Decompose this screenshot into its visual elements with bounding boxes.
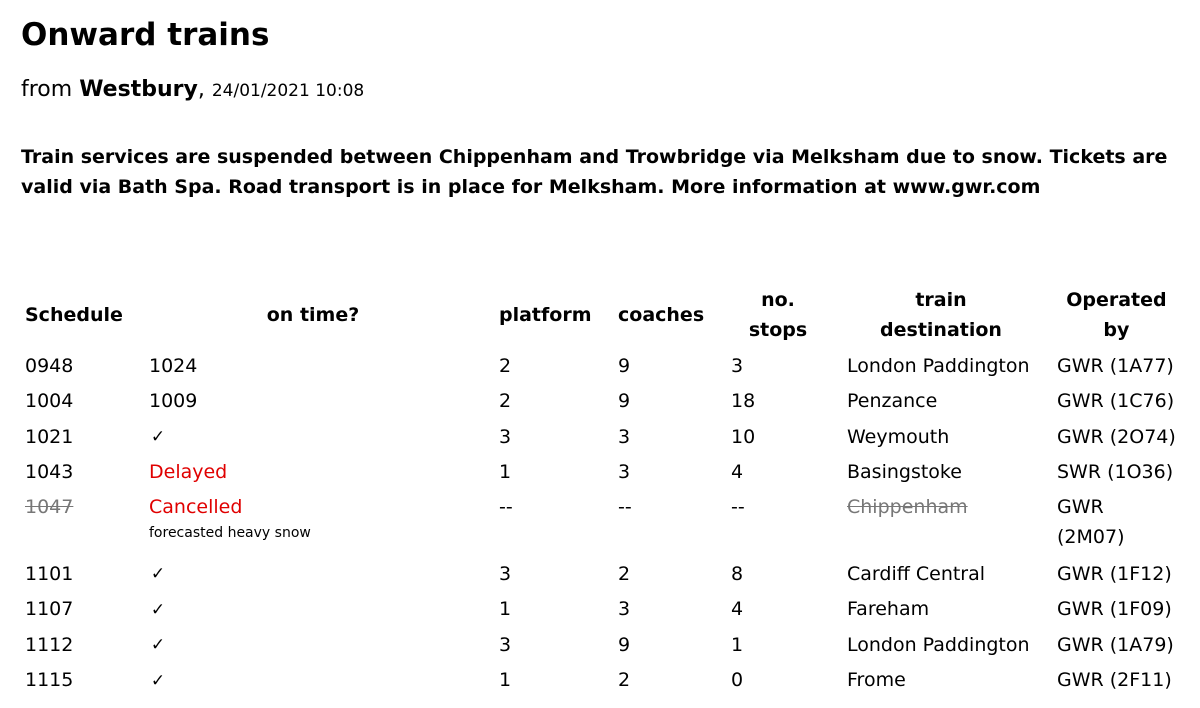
table-row xyxy=(14,627,1187,663)
on-time-cell xyxy=(138,627,488,663)
timestamp: 24/01/2021 10:08 xyxy=(211,81,365,101)
stops-cell: 0 xyxy=(731,669,744,692)
header-on-time: on time? xyxy=(266,304,360,326)
destination-cell: Penzance xyxy=(847,390,938,413)
platform-cell: 1 xyxy=(499,598,512,621)
coaches-cell: -- xyxy=(618,496,632,518)
header-coaches: coaches xyxy=(618,304,705,326)
coaches-cell: 9 xyxy=(618,354,631,377)
on-time-cell: 1024 xyxy=(149,354,198,377)
subtitle-comma: , xyxy=(197,77,205,102)
on-time-cell xyxy=(138,556,488,592)
table-row xyxy=(14,419,1187,455)
header-schedule: Schedule xyxy=(25,304,123,326)
coaches-cell: 3 xyxy=(618,461,631,484)
platform-cell: 2 xyxy=(499,390,512,413)
table-row xyxy=(14,384,1187,420)
coaches-cell: 2 xyxy=(618,669,631,692)
table-header-row xyxy=(14,282,1187,348)
schedule-cell: 1107 xyxy=(25,598,74,621)
destination-cell: Cardiff Central xyxy=(847,562,986,585)
on-time-cell xyxy=(138,592,488,628)
operator-cell: GWR (1A77) xyxy=(1057,354,1174,377)
on-time-cell xyxy=(138,663,488,699)
check-icon: ✓ xyxy=(150,599,166,620)
page-title: Onward trains xyxy=(21,17,270,53)
platform-cell: 2 xyxy=(499,354,512,377)
check-icon: ✓ xyxy=(150,427,166,448)
on-time-cell: 1009 xyxy=(149,390,198,413)
table-row xyxy=(14,592,1187,628)
stops-cell: 10 xyxy=(731,425,756,448)
header-platform: platform xyxy=(499,304,592,326)
table-row xyxy=(14,663,1187,699)
operator-cell: SWR (1O36) xyxy=(1057,461,1174,484)
coaches-cell: 9 xyxy=(618,633,631,656)
coaches-cell: 2 xyxy=(618,562,631,585)
on-time-cell xyxy=(138,419,488,455)
schedule-cell: 1101 xyxy=(25,562,74,585)
on-time-cell: Delayed xyxy=(149,461,228,484)
header-stops-line1: no. xyxy=(761,289,795,311)
destination-cell: London Paddington xyxy=(847,633,1030,656)
header-stops xyxy=(720,282,836,348)
from-label: from xyxy=(21,77,73,102)
schedule-cell: 1021 xyxy=(25,425,74,448)
platform-cell: 1 xyxy=(499,461,512,484)
platform-cell: 1 xyxy=(499,669,512,692)
schedule-cell: 1004 xyxy=(25,390,74,413)
platform-cell: -- xyxy=(499,496,513,518)
header-operator xyxy=(1046,282,1187,348)
schedule-cell: 1112 xyxy=(25,633,74,656)
coaches-cell: 3 xyxy=(618,598,631,621)
destination-cell: London Paddington xyxy=(847,354,1030,377)
header-operator-line2: by xyxy=(1103,319,1130,341)
stops-cell: -- xyxy=(731,496,745,518)
stops-cell: 18 xyxy=(731,390,756,413)
on-time-cell xyxy=(138,490,488,556)
destination-cell xyxy=(836,490,1046,556)
schedule-cell: 1115 xyxy=(25,669,74,692)
check-icon: ✓ xyxy=(150,635,166,656)
destination-cell: Basingstoke xyxy=(847,461,962,484)
departures-table xyxy=(14,282,1187,698)
coaches-cell: 3 xyxy=(618,425,631,448)
header-destination-line2: destination xyxy=(880,319,1002,341)
stops-cell: 4 xyxy=(731,598,744,621)
cancelled-status: Cancelled xyxy=(149,496,243,518)
stops-cell: 1 xyxy=(731,633,744,656)
platform-cell: 3 xyxy=(499,633,512,656)
header-destination xyxy=(836,282,1046,348)
header-destination-line1: train xyxy=(915,289,967,311)
destination-struck: Chippenham xyxy=(847,496,968,518)
header-operator-line1: Operated xyxy=(1066,289,1167,311)
destination-cell: Fareham xyxy=(847,598,930,621)
platform-cell: 3 xyxy=(499,562,512,585)
operator-cell: GWR (1A79) xyxy=(1057,633,1174,656)
stops-cell: 8 xyxy=(731,562,744,585)
operator-cell: GWR (2O74) xyxy=(1057,425,1176,448)
destination-cell: Weymouth xyxy=(847,425,950,448)
schedule-cell: 0948 xyxy=(25,354,74,377)
operator-cell: GWR (1C76) xyxy=(1057,390,1175,413)
station-subtitle xyxy=(21,74,364,107)
stops-cell: 4 xyxy=(731,461,744,484)
schedule-cell xyxy=(14,490,138,556)
coaches-cell: 9 xyxy=(618,390,631,413)
check-icon: ✓ xyxy=(150,564,166,585)
table-row-cancelled xyxy=(14,490,1187,556)
header-stops-line2: stops xyxy=(748,319,808,341)
schedule-struck: 1047 xyxy=(25,496,74,518)
service-notice: Train services are suspended between Chippenham and Trowbridge via Melksham due to snow. Tickets are valid via Bath Spa. Road transport is in place for Melksham. More information at www.gwr.com xyxy=(21,146,1168,198)
table-row xyxy=(14,348,1187,384)
operator-cell: GWR (2M07) xyxy=(1057,496,1125,548)
table-row xyxy=(14,455,1187,491)
check-icon: ✓ xyxy=(150,670,166,691)
operator-cell: GWR (1F09) xyxy=(1057,598,1172,621)
station-name: Westbury xyxy=(79,77,198,102)
platform-cell: 3 xyxy=(499,425,512,448)
destination-cell: Frome xyxy=(847,669,906,692)
operator-cell: GWR (2F11) xyxy=(1057,669,1172,692)
table-row xyxy=(14,556,1187,592)
schedule-cell: 1043 xyxy=(25,461,74,484)
operator-cell: GWR (1F12) xyxy=(1057,562,1172,585)
cancellation-reason: forecasted heavy snow xyxy=(149,525,311,541)
stops-cell: 3 xyxy=(731,354,744,377)
